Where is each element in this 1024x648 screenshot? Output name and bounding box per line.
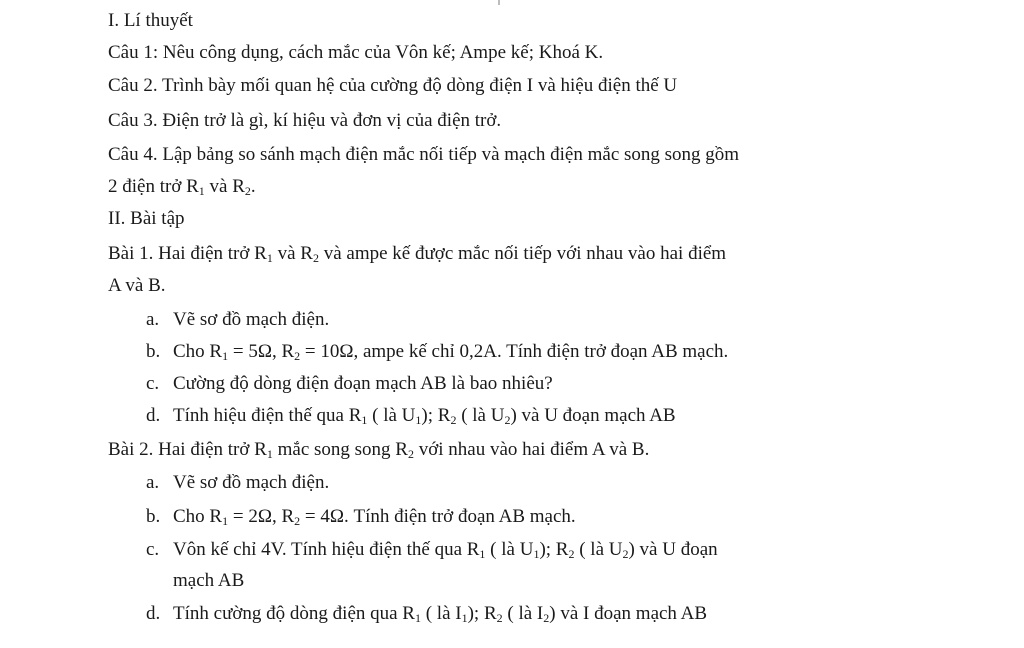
item-text-d: ( là U	[456, 405, 505, 426]
subscript: 1	[533, 547, 540, 561]
exercise-2-item-d	[146, 600, 707, 628]
item-text-e: ) và U đoạn mạch AB	[510, 405, 676, 426]
item-text-c: ); R	[421, 405, 451, 426]
q4-text-a: 2 điện trở R	[108, 176, 199, 197]
q4-text-c: .	[250, 176, 256, 197]
subscript: 2	[294, 514, 301, 528]
item-text-c: ); R	[539, 539, 569, 560]
item-text: Vẽ sơ đồ mạch điện.	[173, 309, 330, 330]
subscript: 2	[543, 611, 550, 625]
q4-text-b: và R	[204, 176, 245, 197]
subscript: 1	[415, 413, 422, 427]
question-4-line-2	[108, 173, 256, 201]
subscript: 1	[361, 413, 368, 427]
item-text-a: Vôn kế chỉ 4V. Tính hiệu điện thế qua R	[173, 539, 480, 560]
exercise-1-item-d	[146, 402, 676, 430]
subscript: 1	[461, 611, 468, 625]
item-text-a: Tính cường độ dòng điện qua R	[173, 603, 415, 624]
subscript: 2	[568, 547, 575, 561]
subscript: 2	[407, 447, 414, 461]
exercise-2-line-1	[108, 436, 649, 464]
b2-text-b: mắc song song R	[272, 439, 408, 460]
item-text-c: = 10Ω, ampe kế chỉ 0,2A. Tính điện trở đoạn AB mạch.	[300, 341, 729, 362]
item-text-b: ( là I	[420, 603, 462, 624]
item-text-b: = 5Ω, R	[228, 341, 295, 362]
item-label: d.	[146, 405, 161, 426]
item-label: b.	[146, 341, 161, 362]
item-text-a: Cho R	[173, 341, 223, 362]
question-1: Câu 1: Nêu công dụng, cách mắc của Vôn kế; Ampe kế; Khoá K.	[108, 42, 604, 63]
subscript: 1	[198, 184, 205, 198]
subscript: 1	[266, 447, 273, 461]
item-text-e: ) và I đoạn mạch AB	[549, 603, 708, 624]
exercise-1-item-a	[146, 306, 329, 334]
exercise-2-item-c	[146, 536, 718, 564]
item-text-b: ( là U	[367, 405, 416, 426]
b2-text-a: Bài 2. Hai điện trở R	[108, 439, 267, 460]
item-text-c: ); R	[467, 603, 497, 624]
subscript: 1	[479, 547, 486, 561]
subscript: 2	[244, 184, 251, 198]
item-text-b: ( là U	[485, 539, 534, 560]
item-label: a.	[146, 309, 160, 330]
exercise-1-item-b	[146, 338, 728, 366]
subscript: 2	[450, 413, 457, 427]
item-label: c.	[146, 539, 160, 560]
subscript: 2	[312, 251, 319, 265]
item-text-d: ( là U	[574, 539, 623, 560]
exercise-2-item-c-line-2: mạch AB	[173, 570, 245, 591]
subscript: 1	[222, 349, 229, 363]
subscript: 2	[622, 547, 629, 561]
item-text-a: Tính hiệu điện thế qua R	[173, 405, 362, 426]
item-text-a: Cho R	[173, 506, 223, 527]
exercise-1-line-1	[108, 240, 726, 268]
item-label: c.	[146, 373, 160, 394]
exercise-2-item-b	[146, 503, 576, 531]
b1-text-a: Bài 1. Hai điện trở R	[108, 243, 267, 264]
item-label: d.	[146, 603, 161, 624]
subscript: 1	[414, 611, 421, 625]
b1-text-c: và ampe kế được mắc nối tiếp với nhau vào hai điểm	[318, 243, 727, 264]
b1-text-b: và R	[272, 243, 313, 264]
question-2: Câu 2. Trình bày mối quan hệ của cường độ dòng điện I và hiệu điện thế U	[108, 75, 678, 96]
question-4-line-1: Câu 4. Lập bảng so sánh mạch điện mắc nối tiếp và mạch điện mắc song song gồm	[108, 144, 740, 165]
top-edge-mark	[498, 0, 500, 5]
subscript: 2	[504, 413, 511, 427]
item-text: Cường độ dòng điện đoạn mạch AB là bao nhiêu?	[173, 373, 553, 394]
subscript: 1	[266, 251, 273, 265]
item-text: Vẽ sơ đồ mạch điện.	[173, 472, 330, 493]
item-label: a.	[146, 472, 160, 493]
subscript: 1	[222, 514, 229, 528]
item-text-d: ( là I	[502, 603, 544, 624]
item-text-e: ) và U đoạn	[628, 539, 718, 560]
exercises-heading: II. Bài tập	[108, 208, 185, 229]
item-text-c: = 4Ω. Tính điện trở đoạn AB mạch.	[300, 506, 576, 527]
exercise-2-item-a	[146, 469, 329, 497]
exercise-1-item-c	[146, 370, 553, 398]
subscript: 2	[294, 349, 301, 363]
exercise-1-line-2: A và B.	[108, 275, 166, 296]
item-label: b.	[146, 506, 161, 527]
subscript: 2	[496, 611, 503, 625]
b2-text-c: với nhau vào hai điểm A và B.	[413, 439, 650, 460]
theory-heading: I. Lí thuyết	[108, 10, 193, 31]
question-3: Câu 3. Điện trở là gì, kí hiệu và đơn vị của điện trở.	[108, 110, 502, 131]
item-text-b: = 2Ω, R	[228, 506, 295, 527]
